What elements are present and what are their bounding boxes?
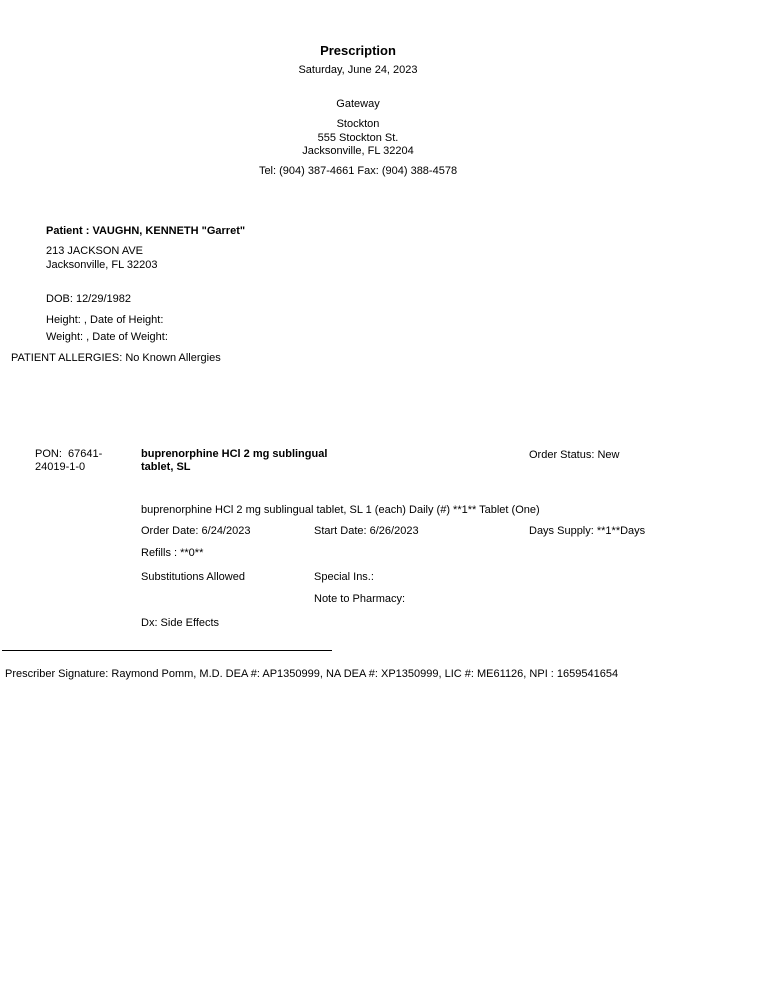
patient-allergies-line: PATIENT ALLERGIES: No Known Allergies [11,352,221,364]
order-pon: PON: 67641-24019-1-0 [35,448,103,473]
patient-street: 213 JACKSON AVE [46,245,144,257]
patient-dob-line: DOB: 12/29/1982 [46,293,132,305]
patient-weight-line: Weight: , Date of Weight: [46,331,168,343]
clinic-street: 555 Stockton St. [317,132,399,144]
patient-city-state-zip: Jacksonville, FL 32203 [46,259,158,271]
document-title: Prescription [320,43,396,58]
order-days-supply: Days Supply: **1**Days [529,525,646,537]
clinic-city-state-zip: Jacksonville, FL 32204 [302,145,414,157]
clinic-site: Stockton [336,118,380,130]
document-date: Saturday, June 24, 2023 [298,64,418,76]
order-drug-name: buprenorphine HCl 2 mg sublingual tablet, SL [141,448,328,473]
order-diagnosis: Dx: Side Effects [141,617,220,629]
signature-rule-line [2,650,332,651]
order-special-instructions: Special Ins.: [314,571,374,583]
order-note-to-pharmacy: Note to Pharmacy: [314,593,406,605]
order-sig-line: buprenorphine HCl 2 mg sublingual tablet, SL 1 (each) Daily (#) **1** Tablet (One) [141,504,540,516]
clinic-organization: Gateway [336,98,380,110]
order-substitutions: Substitutions Allowed [141,571,245,583]
clinic-tel-fax: Tel: (904) 387-4661 Fax: (904) 388-4578 [258,165,458,177]
order-date: Order Date: 6/24/2023 [141,525,251,537]
patient-height-line: Height: , Date of Height: [46,314,164,326]
patient-name-line: Patient : VAUGHN, KENNETH "Garret" [46,225,246,237]
prescriber-signature-line: Prescriber Signature: Raymond Pomm, M.D. DEA #: AP1350999, NA DEA #: XP1350999, LIC #: ME61126, NPI : 1659541654 [5,668,619,680]
order-status: Order Status: New [529,449,620,461]
order-start-date: Start Date: 6/26/2023 [314,525,419,537]
order-refills: Refills : **0** [141,547,204,559]
